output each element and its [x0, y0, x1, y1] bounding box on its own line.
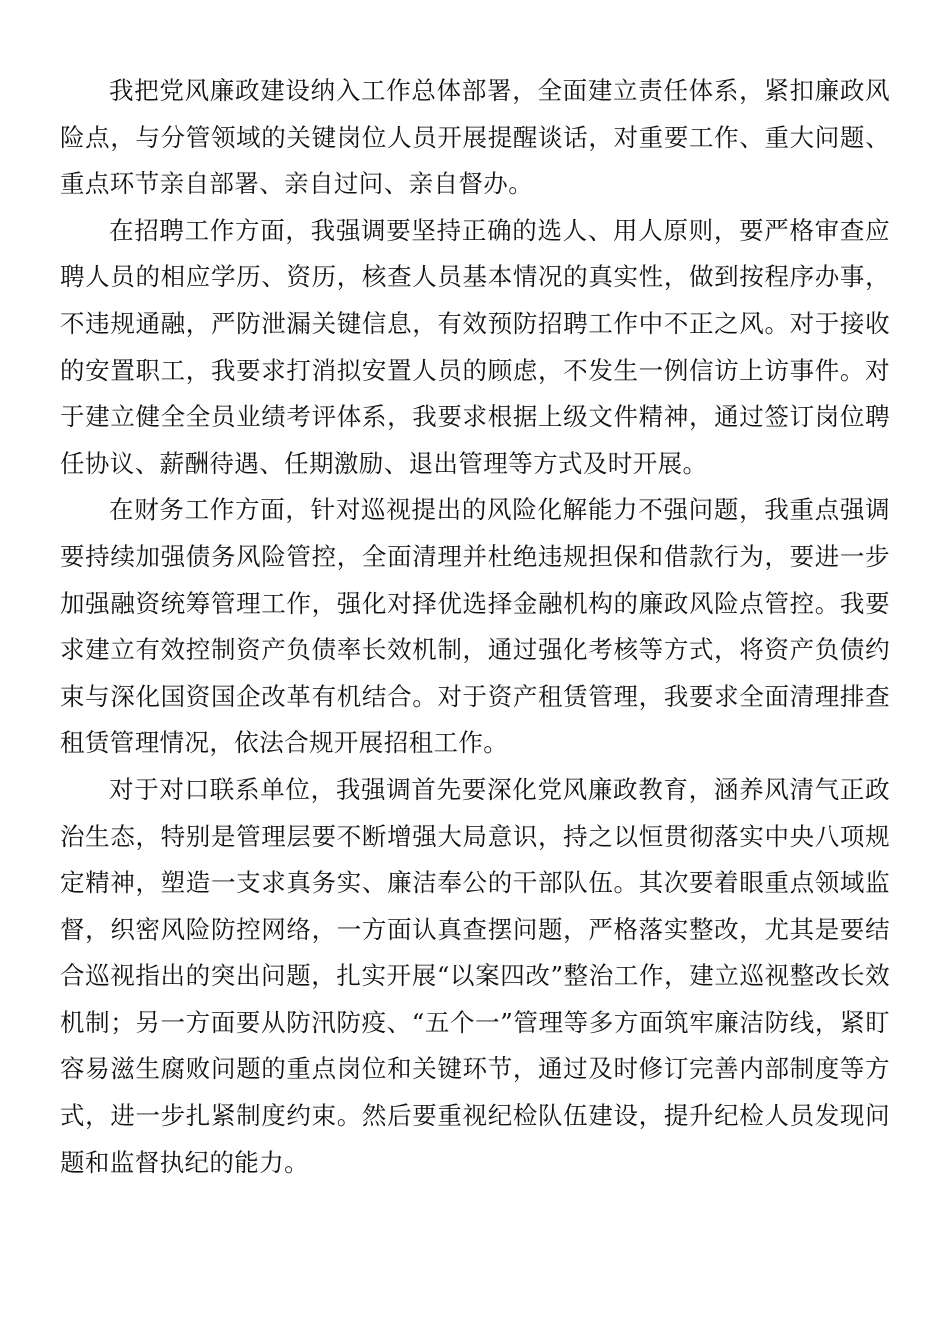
paragraph-recruitment: 在招聘工作方面，我强调要坚持正确的选人、用人原则，要严格审查应聘人员的相应学历、资历，核查人员基本情况的真实性，做到按程序办事，不违规通融，严防泄漏关键信息，有效预防招聘工作中不正之风。对于接收的安置职工，我要求打消拟安置人员的顾虑，不发生一例信访上访事件。对于建立健全全员业绩考评体系，我要求根据上级文件精神，通过签订岗位聘任协议、薪酬待遇、任期激励、退出管理等方式及时开展。 [60, 215, 890, 478]
paragraph-party-conduct: 我把党风廉政建设纳入工作总体部署，全面建立责任体系，紧扣廉政风险点，与分管领域的关键岗位人员开展提醒谈话，对重要工作、重大问题、重点环节亲自部署、亲自过问、亲自督办。 [60, 76, 890, 199]
paragraph-finance: 在财务工作方面，针对巡视提出的风险化解能力不强问题，我重点强调要持续加强债务风险管控，全面清理并杜绝违规担保和借款行为，要进一步加强融资统筹管理工作，强化对择优选择金融机构的廉政风险点管控。我要求建立有效控制资产负债率长效机制，通过强化考核等方式，将资产负债约束与深化国资国企改革有机结合。对于资产租赁管理，我要求全面清理排查租赁管理情况，依法合规开展招租工作。 [60, 495, 890, 758]
document-body [60, 68, 890, 1186]
paragraph-liaison-units: 对于对口联系单位，我强调首先要深化党风廉政教育，涵养风清气正政治生态，特别是管理层要不断增强大局意识，持之以恒贯彻落实中央八项规定精神，塑造一支求真务实、廉洁奉公的干部队伍。其次要着眼重点领域监督，织密风险防控网络，一方面认真查摆问题，严格落实整改，尤其是要结合巡视指出的突出问题，扎实开展“以案四改”整治工作，建立巡视整改长效机制；另一方面要从防汛防疫、“五个一”管理等多方面筑牢廉洁防线，紧盯容易滋生腐败问题的重点岗位和关键环节，通过及时修订完善内部制度等方式，进一步扎紧制度约束。然后要重视纪检队伍建设，提升纪检人员发现问题和监督执纪的能力。 [60, 774, 890, 1177]
